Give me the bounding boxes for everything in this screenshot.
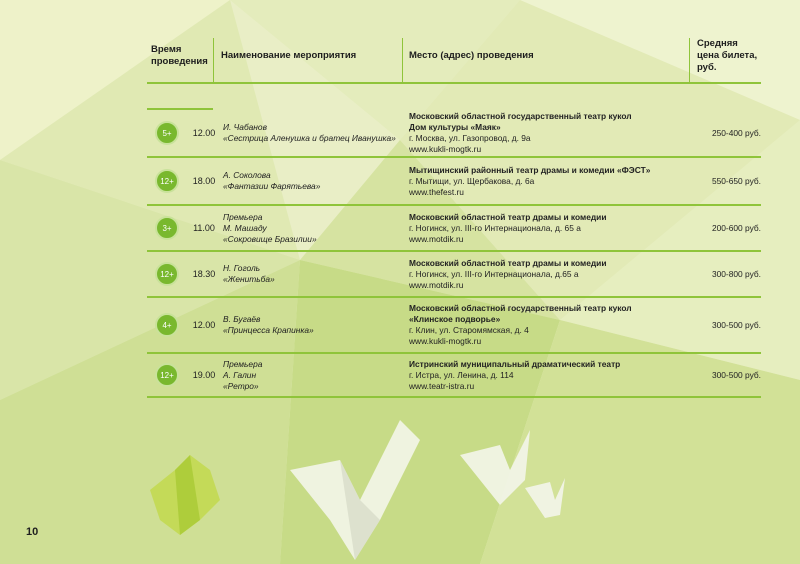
event-time: 12.00 — [192, 319, 216, 330]
table-row — [147, 110, 761, 158]
header-divider — [402, 38, 403, 82]
event-time: 12.00 — [192, 127, 216, 138]
events-table — [147, 38, 761, 398]
event-price: 300-500 руб. — [711, 369, 761, 380]
event-name: Н. Гоголь «Женитьба» — [223, 263, 275, 284]
event-price: 200-600 руб. — [711, 222, 761, 233]
event-price: 250-400 руб. — [711, 127, 761, 138]
event-name: А. Соколова «Фантазии Фарятьева» — [223, 170, 321, 191]
header-divider — [213, 38, 214, 82]
event-place: Московский областной государственный театр кукол «Клинское подворье» г. Клин, ул. Старомямская, д. 4 www.kukli-mogtk.ru — [409, 303, 632, 346]
age-badge: 3+ — [155, 216, 179, 240]
event-name: Премьера М. Машаду «Сокровище Бразилии» — [223, 211, 317, 244]
header-time: Время проведения — [151, 44, 208, 67]
table-row — [147, 206, 761, 252]
event-time: 19.00 — [192, 369, 216, 380]
age-badge: 5+ — [155, 121, 179, 145]
event-price: 300-800 руб. — [711, 268, 761, 279]
event-name: И. Чабанов «Сестрица Аленушка и братец Иванушка» — [223, 122, 396, 143]
age-badge: 12+ — [155, 169, 179, 193]
event-place: Истринский муниципальный драматический театр г. Истра, ул. Ленина, д. 114 www.teatr-istra.ru — [409, 358, 621, 391]
event-place: Московский областной государственный театр кукол Дом культуры «Маяк» г. Москва, ул. Газопровод, д. 9а www.kukli-mogtk.ru — [409, 111, 632, 154]
event-place: Московский областной театр драмы и комедии г. Ногинск, ул. III-го Интернационала, д. 65 а www.motdik.ru — [409, 211, 607, 244]
header-divider — [689, 38, 690, 82]
age-badge: 12+ — [155, 363, 179, 387]
event-time: 18.30 — [192, 268, 216, 279]
header-place: Место (адрес) проведения — [409, 50, 534, 61]
event-price: 300-500 руб. — [711, 319, 761, 330]
event-price: 550-650 руб. — [711, 175, 761, 186]
table-row — [147, 252, 761, 298]
event-name: В. Бугаёв «Принцесса Крапинка» — [223, 314, 314, 335]
page-number: 10 — [26, 526, 39, 538]
table-row — [147, 298, 761, 354]
event-place: Мытищинский районный театр драмы и комедии «ФЭСТ» г. Мытищи, ул. Щербакова, д. 6а www.thefest.ru — [409, 164, 651, 197]
age-badge: 12+ — [155, 262, 179, 286]
header-event: Наименование мероприятия — [221, 50, 357, 61]
header-price: Средняя цена билета, руб. — [697, 38, 758, 73]
table-body — [147, 110, 761, 398]
table-row — [147, 354, 761, 398]
table-header — [147, 38, 761, 84]
event-time: 11.00 — [193, 222, 215, 233]
table-row — [147, 158, 761, 206]
event-name: Премьера А. Галин «Ретро» — [223, 358, 263, 391]
event-time: 18.00 — [192, 175, 216, 186]
event-place: Московский областной театр драмы и комедии г. Ногинск, ул. III-го Интернационала, д.65 а www.motdik.ru — [409, 257, 607, 290]
age-badge: 4+ — [155, 313, 179, 337]
